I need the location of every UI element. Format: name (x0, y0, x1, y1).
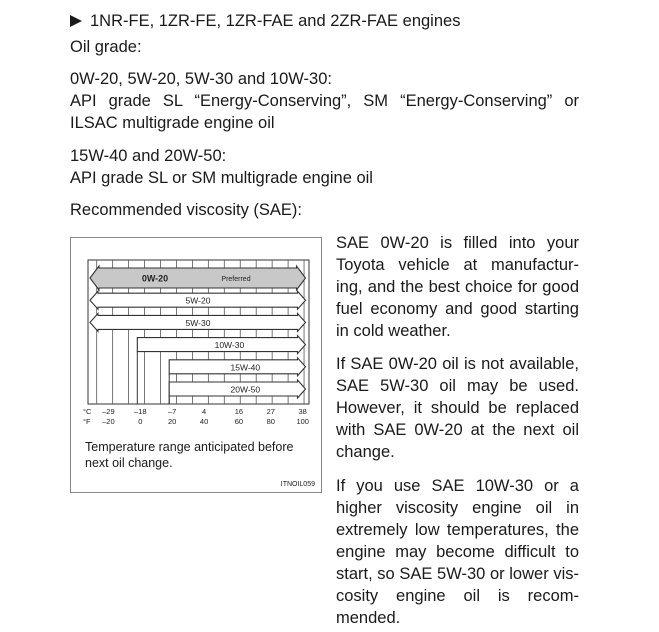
right-paragraph-1-line: fuel economy and good starting (336, 300, 579, 318)
celsius-tick-label: 16 (234, 407, 244, 416)
bar-label: 5W-30 (185, 317, 211, 328)
celsius-tick-label: –7 (168, 407, 177, 416)
grade-group-1-line-2: ILSAC multigrade engine oil (70, 114, 275, 132)
right-paragraph-1-line: SAE 0W-20 is filled into your (336, 234, 579, 252)
right-paragraph-2-line: change. (336, 443, 395, 461)
right-paragraph-3-line: start, so SAE 5W-30 or lower vis- (336, 565, 579, 583)
right-paragraph-3-line: If you use SAE 10W-30 or a (336, 477, 579, 495)
right-paragraph-3-line: mended. (336, 609, 401, 627)
figure-caption: Temperature range anticipated before next oil change. (85, 440, 294, 470)
engine-section-header (70, 10, 460, 32)
viscosity-chart-figure (70, 237, 322, 493)
right-paragraph-2 (336, 353, 579, 463)
celsius-unit: °C (83, 407, 92, 416)
right-paragraph-3-line: engine may become difficult to (336, 543, 579, 561)
right-paragraph-2-line: If SAE 0W-20 oil is not available, (336, 355, 579, 373)
right-paragraph-2-line: SAE 5W-30 oil may be used. (336, 377, 579, 395)
bar-label: 10W-30 (214, 340, 245, 351)
fahrenheit-tick-label: 100 (296, 417, 309, 426)
right-paragraph-3 (336, 475, 579, 629)
right-paragraph-3-line: cosity engine oil is recom- (336, 587, 579, 605)
right-paragraph-2-line: with SAE 0W-20 at the next oil (336, 421, 579, 439)
celsius-tick-label: 4 (202, 407, 207, 416)
fahrenheit-tick-label: 60 (234, 417, 244, 426)
figure-code: ITNOIL059 (280, 481, 315, 488)
grade-group-2-body: API grade SL or SM multigrade engine oil (70, 169, 373, 187)
fahrenheit-tick-label: 40 (199, 417, 209, 426)
celsius-tick-label: –29 (102, 407, 115, 416)
fahrenheit-tick-label: 20 (168, 417, 177, 426)
right-paragraph-3-line: extremely low temperatures, the (336, 521, 579, 539)
grade-group-1-line-1: API grade SL “Energy-Conserving”, SM “Energy-Conserving” or (70, 92, 579, 110)
celsius-tick-label: –18 (134, 407, 147, 416)
viscosity-bar-0w-20 (90, 266, 306, 290)
right-paragraph-3-line: higher viscosity engine oil in (336, 499, 579, 517)
grade-group-2-heading: 15W-40 and 20W-50: (70, 147, 227, 165)
triangle-right-icon (70, 15, 82, 27)
grade-group-1-heading: 0W-20, 5W-20, 5W-30 and 10W-30: (70, 70, 332, 88)
fahrenheit-tick-label: 0 (138, 417, 143, 426)
celsius-tick-label: 38 (298, 407, 307, 416)
bar-tag-preferred: Preferred (221, 276, 251, 283)
celsius-tick-label: 27 (266, 407, 275, 416)
right-paragraph-1 (336, 232, 579, 342)
fahrenheit-unit: °F (83, 417, 91, 426)
bar-label: 20W-50 (230, 384, 261, 395)
engine-section-header-text: 1NR-FE, 1ZR-FE, 1ZR-FAE and 2ZR-FAE engines (90, 12, 461, 30)
oil-grade-label: Oil grade: (70, 38, 142, 56)
right-paragraph-2-line: However, it should be replaced (336, 399, 579, 417)
bar-label: 0W-20 (141, 273, 169, 284)
fahrenheit-tick-label: 80 (266, 417, 275, 426)
right-paragraph-1-line: Toyota vehicle at manufactur- (336, 256, 579, 274)
recommended-viscosity-label: Recommended viscosity (SAE): (70, 201, 302, 219)
viscosity-chart (71, 238, 323, 438)
bar-label: 15W-40 (230, 362, 261, 373)
bar-label: 5W-20 (185, 295, 211, 306)
fahrenheit-tick-label: –20 (102, 417, 115, 426)
right-paragraph-1-line: in cold weather. (336, 322, 451, 340)
grade-group-1-body (70, 90, 579, 134)
right-paragraph-1-line: ing, and the best choice for good (336, 278, 579, 296)
